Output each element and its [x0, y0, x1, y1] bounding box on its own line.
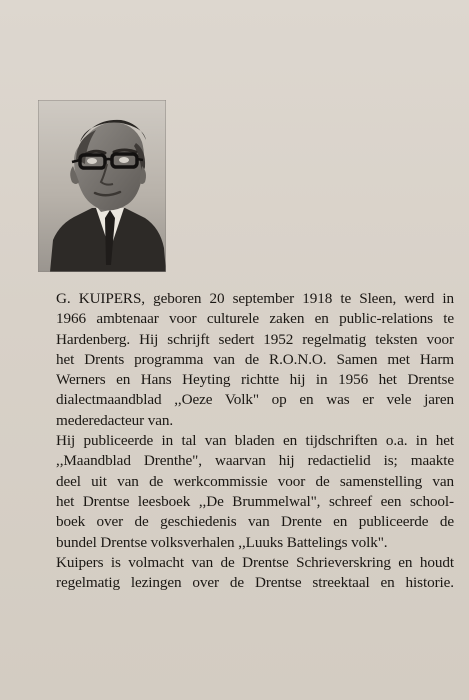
- biography-line: dialectmaandblad ,,Oeze Volk" op en was er vele jaren: [56, 391, 454, 409]
- biography-line: mederedacteur van.: [56, 411, 174, 429]
- biography-line: Hardenberg. Hij schrijft sedert 1952 regelmatig teksten voor: [56, 330, 454, 348]
- biography-line: Kuipers is volmacht van de Drentse Schrieverskring en houdt: [56, 553, 454, 571]
- biography-line: boek over de geschiedenis van Drente en publiceerde de: [56, 513, 454, 531]
- biography-line: deel uit van de werkcommissie voor de samenstelling van: [56, 472, 454, 490]
- portrait-image: [38, 100, 166, 272]
- biography-paragraph-3: [56, 553, 454, 594]
- biography-line: Hij publiceerde in tal van bladen en tijdschriften o.a. in het: [56, 432, 454, 450]
- biography-line: regelmatig lezingen over de Drentse streektaal en historie.: [56, 574, 454, 592]
- biography-line: het Drents programma van de R.O.N.O. Samen met Harm: [56, 350, 454, 368]
- author-portrait-photo: [38, 100, 166, 272]
- biography-line: bundel Drentse volksverhalen ,,Luuks Battelings volk".: [56, 533, 388, 551]
- biography-paragraph-1: [56, 289, 454, 431]
- biography-line: Werners en Hans Heyting richtte hij in 1956 het Drentse: [56, 371, 454, 389]
- biography-line: 1966 ambtenaar voor culturele zaken en public-relations te: [56, 310, 454, 328]
- biography-line: ,,Maandblad Drenthe", waarvan hij redactielid is; maakte: [56, 452, 454, 470]
- biography-paragraph-2: [56, 431, 454, 553]
- biography-line: G. KUIPERS, geboren 20 september 1918 te Sleen, werd in: [56, 290, 454, 307]
- author-biography: [56, 289, 454, 593]
- biography-line: het Drentse leesboek ,,De Brummelwal", schreef een school-: [56, 492, 454, 510]
